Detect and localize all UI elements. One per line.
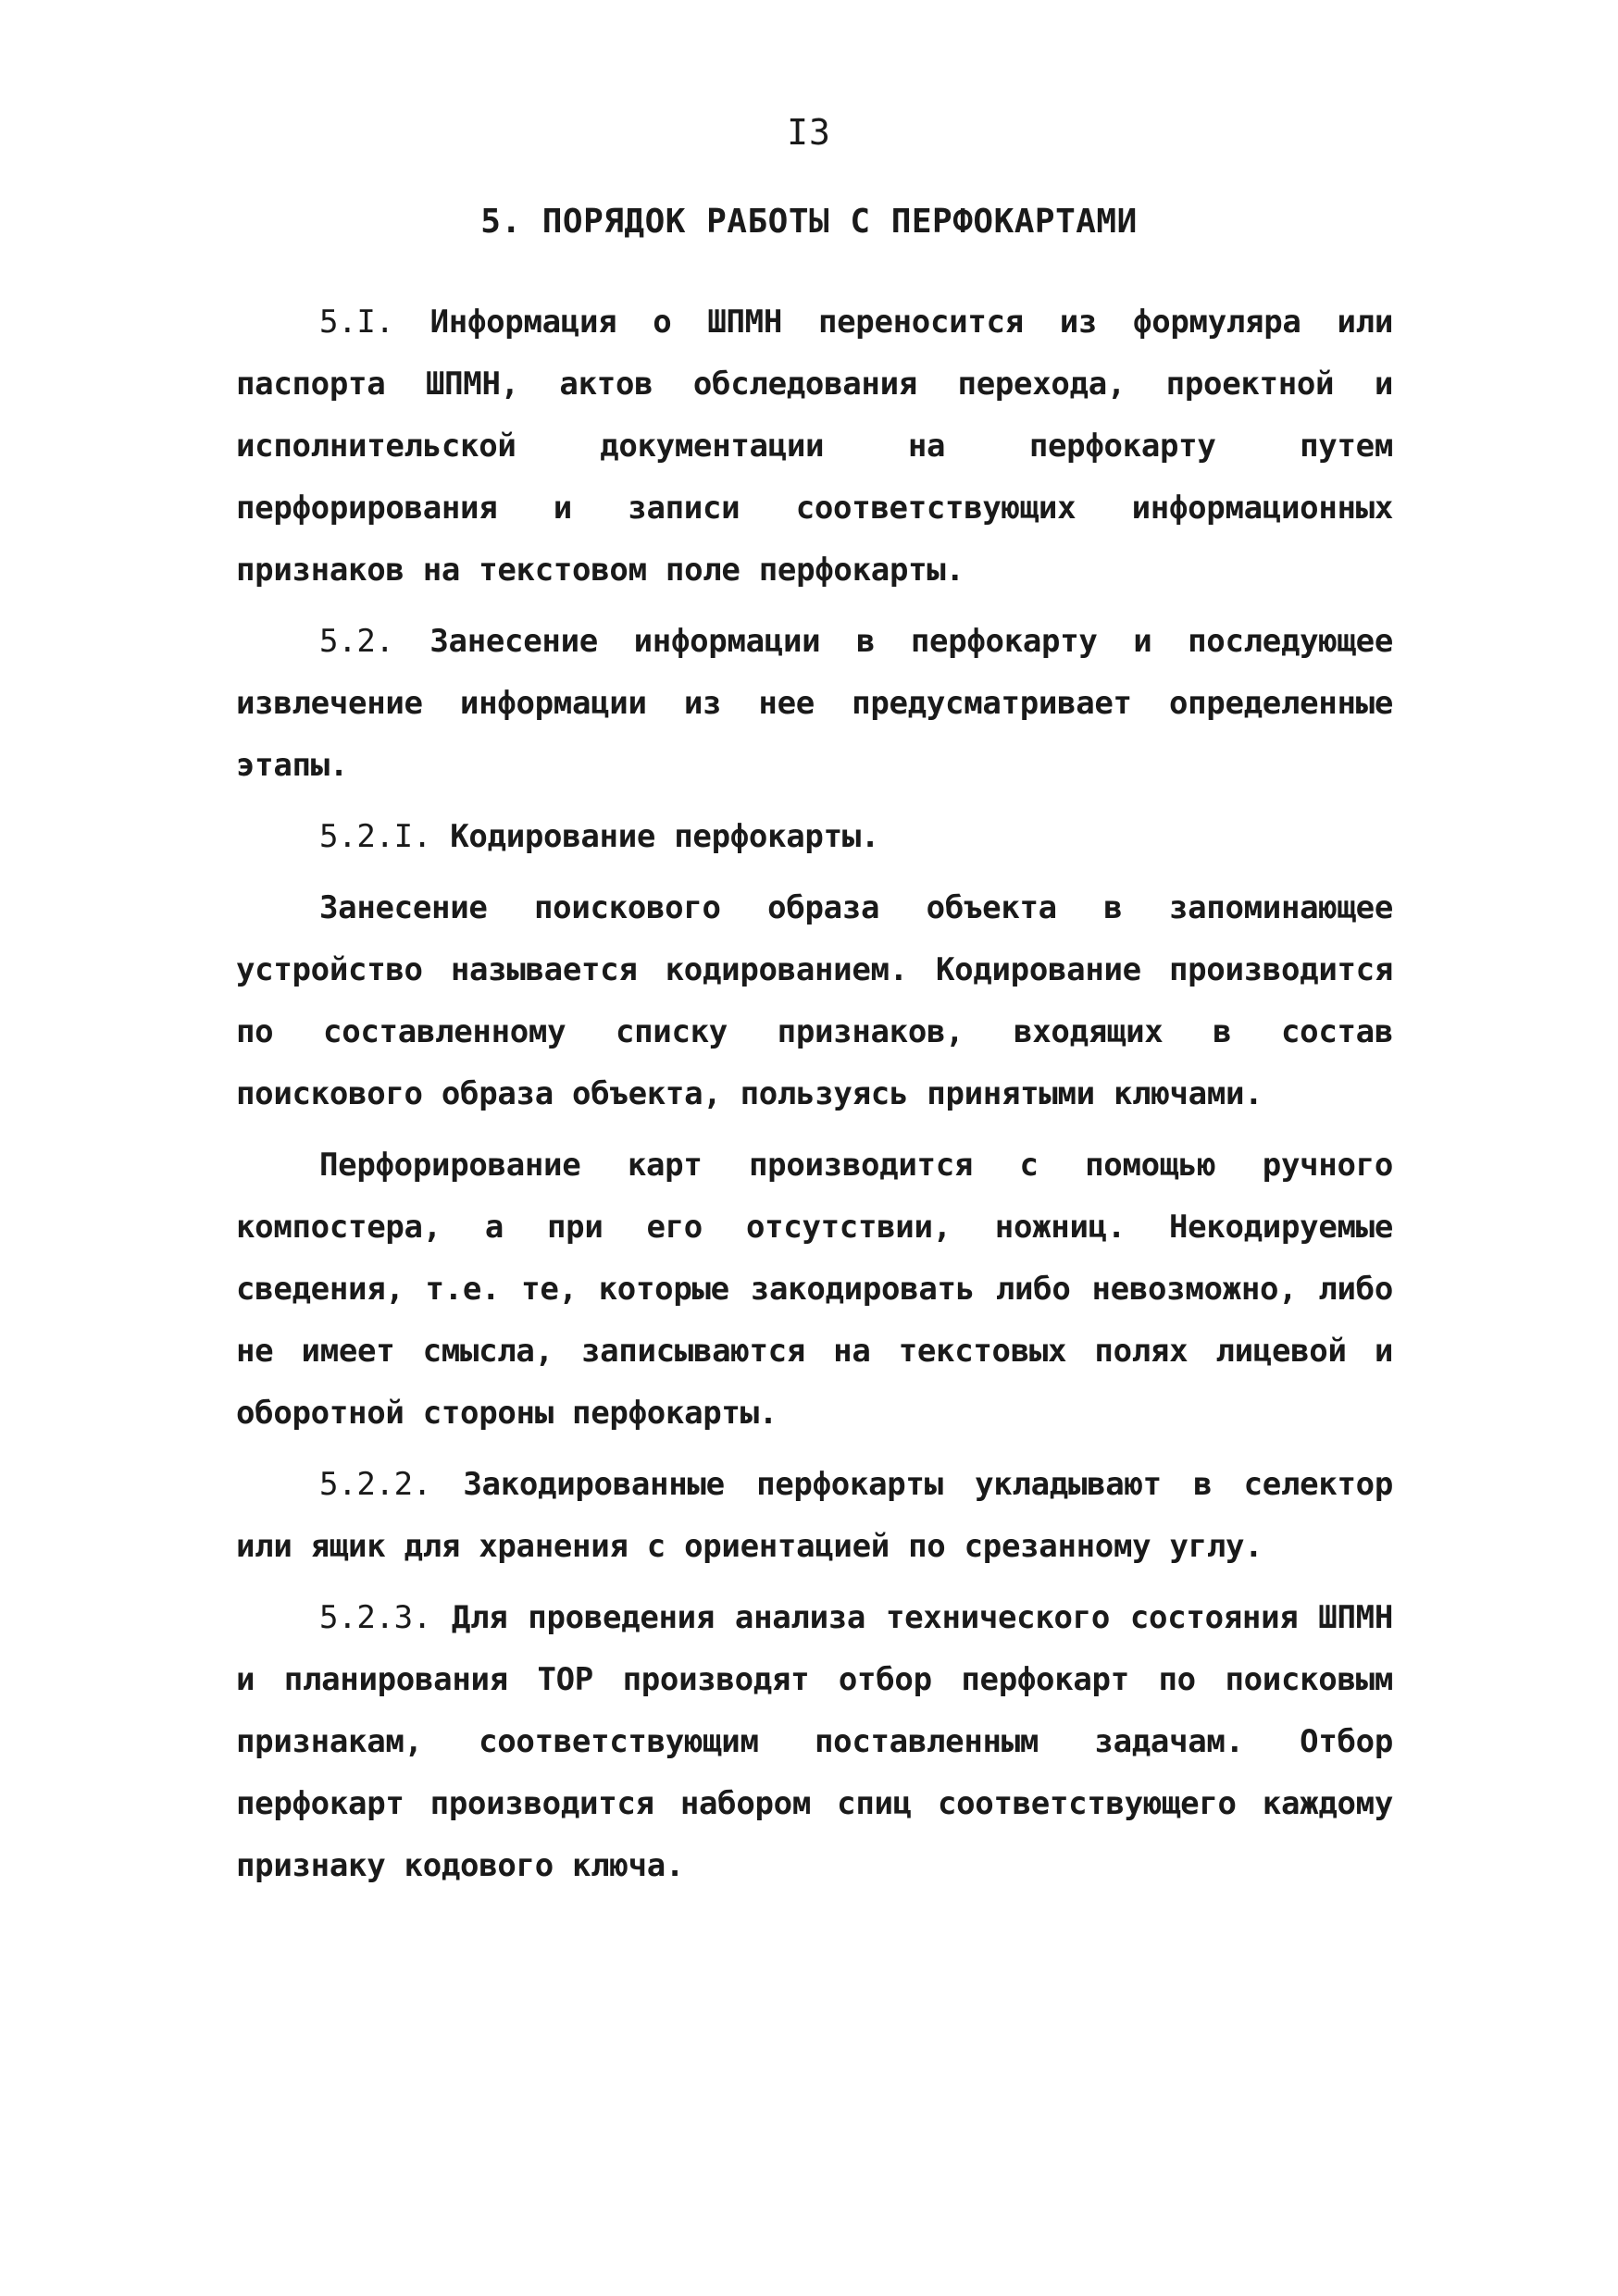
page-number: I3 xyxy=(787,112,831,153)
paragraph-text: Информация о ШПМН переносится из формуляра или паспорта ШПМН, актов обследования перехода, проектной и исполнительской документации на перфокарту путем перфорирования и записи соответствующих информационных признаков на текстовом поле перфокарты. xyxy=(236,304,1393,589)
paragraph-text: Кодирование перфокарты. xyxy=(431,818,880,855)
paragraph-5-2-3 xyxy=(236,1587,1393,1897)
paragraph-text: Перфорирование карт производится с помощью ручного компостера, а при его отсутствии, ножниц. Некодируемые сведения, т.е. те, которые закодировать либо невозможно, либо не имеет смысла, записываются на текстовых полях лицевой и оборотной стороны перфокарты. xyxy=(236,1147,1393,1432)
paragraph-coding xyxy=(236,877,1393,1125)
paragraph-number: 5.2. xyxy=(319,623,394,660)
paragraph-5-2-1 xyxy=(236,806,1393,868)
paragraph-number: 5.2.I. xyxy=(319,818,432,855)
paragraph-5-1 xyxy=(236,292,1393,602)
paragraph-5-2-2 xyxy=(236,1454,1393,1578)
paragraph-number: 5.2.3. xyxy=(319,1599,432,1636)
paragraph-number: 5.2.2. xyxy=(319,1466,432,1503)
paragraph-5-2 xyxy=(236,611,1393,797)
document-body xyxy=(236,292,1393,1906)
paragraph-text: Для проведения анализа технического состояния ШПМН и планирования ТОР производят отбор перфокарт по поисковым признакам, соответствующим поставленным задачам. Отбор перфокарт производится набором спиц соответствующего каждому признаку кодового ключа. xyxy=(236,1599,1393,1884)
paragraph-text: Занесение информации в перфокарту и последующее извлечение информации из нее предусматривает определенные этапы. xyxy=(236,623,1393,784)
paragraph-perforation xyxy=(236,1135,1393,1445)
paragraph-number: 5.I. xyxy=(319,304,394,341)
section-title: 5. ПОРЯДОК РАБОТЫ С ПЕРФОКАРТАМИ xyxy=(480,203,1138,241)
paragraph-text: Закодированные перфокарты укладывают в селектор или ящик для хранения с ориентацией по срезанному углу. xyxy=(236,1466,1393,1565)
paragraph-text: Занесение поискового образа объекта в запоминающее устройство называется кодированием. Кодирование производится по составленному списку признаков, входящих в состав поискового образа объекта, пользуясь принятыми ключами. xyxy=(236,889,1393,1112)
